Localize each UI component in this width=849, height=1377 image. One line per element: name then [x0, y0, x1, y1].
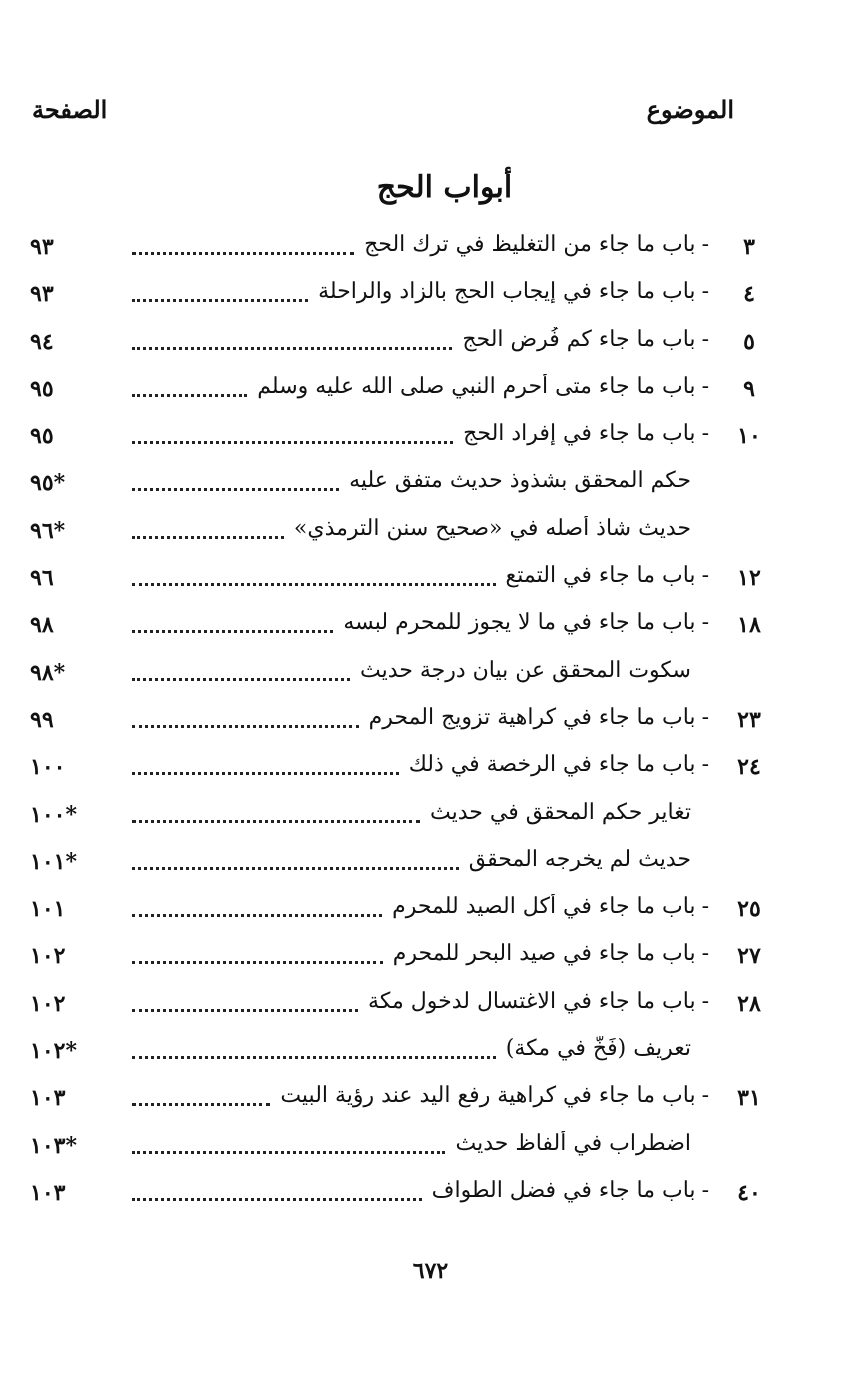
entry-page-ref: ١٠٠*: [30, 801, 77, 828]
entry-page-ref: ١٠٢: [30, 943, 66, 970]
entry-page-ref: ٩٥: [30, 375, 54, 402]
entry-page-ref: ١٠٣: [30, 1179, 66, 1206]
entry-page-ref: ١٠٣: [30, 1085, 66, 1112]
index-entry: [0, 368, 849, 415]
entry-page-ref: ١٠٣*: [30, 1132, 77, 1159]
entry-title-line: [120, 847, 691, 872]
index-entry: [0, 510, 849, 557]
entry-title: سكوت المحقق عن بيان درجة حديث: [359, 657, 691, 683]
entry-number: ٣: [743, 234, 755, 260]
entry-number: ٢٥: [737, 896, 761, 923]
entry-title: اضطراب في ألفاظ حديث: [455, 1130, 691, 1156]
entry-dash: -: [701, 232, 709, 257]
dot-leader: [132, 488, 339, 491]
page-column-heading: الصفحة: [32, 95, 108, 124]
entry-number: ١٨: [737, 612, 761, 639]
index-entry: [0, 604, 849, 651]
dot-leader: [132, 583, 496, 586]
index-entry: [0, 462, 849, 509]
entry-title: باب ما جاء من التغليظ في ترك الحج: [364, 232, 696, 257]
entry-page-ref: ٩٣: [30, 234, 54, 260]
index-entry: [0, 746, 849, 793]
topic-column-heading: الموضوع: [646, 95, 734, 124]
entry-title: باب ما جاء في أكل الصيد للمحرم: [392, 894, 696, 920]
entry-dash: -: [701, 894, 709, 920]
entry-page-ref: ٩٥*: [30, 470, 66, 497]
dot-leader: [132, 394, 247, 397]
entry-title-line: [120, 894, 709, 919]
entry-dash: -: [701, 563, 709, 589]
dot-leader: [132, 725, 359, 728]
entry-title-line: [120, 800, 691, 825]
entry-title: تعريف (فَخّ في مكة): [505, 1036, 691, 1062]
index-entry: [0, 841, 849, 888]
entry-title-line: [120, 327, 709, 352]
entry-page-ref: ٩٣: [30, 281, 54, 308]
entry-number: ٢٨: [737, 990, 761, 1017]
entry-title-line: [120, 563, 709, 588]
entry-title: باب ما جاء في التمتع: [505, 563, 696, 589]
entry-title-line: [120, 468, 691, 493]
entry-title: باب ما جاء كم فُرض الحج: [462, 326, 696, 352]
dot-leader: [132, 1009, 358, 1012]
entry-title-line: [120, 374, 709, 399]
entry-title-line: [120, 279, 709, 304]
entry-title-line: [120, 1178, 709, 1203]
entry-title: باب ما جاء في إفراد الحج: [463, 421, 696, 447]
dot-leader: [132, 867, 459, 870]
entry-title: باب ما جاء في الاغتسال لدخول مكة: [368, 988, 696, 1014]
dot-leader: [132, 536, 284, 539]
entry-title: حديث شاذ أصله في «صحيح سنن الترمذي»: [293, 515, 691, 541]
entry-dash: -: [701, 704, 709, 730]
entry-title-line: [120, 658, 691, 683]
entry-number: ٤: [743, 281, 755, 308]
entry-dash: -: [701, 941, 709, 967]
dot-leader: [132, 1056, 496, 1059]
dot-leader: [132, 1103, 270, 1106]
dot-leader: [132, 630, 333, 633]
index-entry: [0, 1125, 849, 1172]
entry-number: ٩: [743, 375, 755, 402]
entry-page-ref: ٩٦*: [30, 517, 66, 544]
index-entry: [0, 226, 849, 273]
entry-dash: -: [701, 373, 709, 399]
entry-page-ref: ١٠٢*: [30, 1038, 77, 1065]
entry-title-line: [120, 705, 709, 730]
entry-title-line: [120, 989, 709, 1014]
entry-number: ٢٧: [737, 943, 761, 970]
entry-title: حديث لم يخرجه المحقق: [468, 846, 691, 872]
entry-page-ref: ٩٥: [30, 423, 54, 450]
entry-title: باب ما جاء في إيجاب الحج بالزاد والراحلة: [318, 279, 696, 305]
entry-title-line: [120, 610, 709, 635]
entry-title: تغاير حكم المحقق في حديث: [429, 799, 691, 825]
index-entry: [0, 1172, 849, 1219]
index-entries-list: [0, 226, 849, 1219]
dot-leader: [132, 678, 350, 681]
entry-page-ref: ١٠١: [30, 896, 66, 923]
dot-leader: [132, 1198, 422, 1201]
index-entry: [0, 794, 849, 841]
index-entry: [0, 557, 849, 604]
entry-title-line: [120, 516, 691, 541]
index-entry: [0, 983, 849, 1030]
entry-title-line: [120, 1131, 691, 1156]
dot-leader: [132, 772, 399, 775]
entry-title: حكم المحقق بشذوذ حديث متفق عليه: [349, 468, 691, 494]
entry-title: باب ما جاء في ما لا يجوز للمحرم لبسه: [343, 610, 696, 636]
dot-leader: [132, 961, 383, 964]
entry-dash: -: [701, 279, 709, 305]
entry-dash: -: [701, 988, 709, 1014]
entry-dash: -: [701, 421, 709, 447]
entry-page-ref: ٩٨: [30, 612, 54, 639]
entry-title-line: [120, 752, 709, 777]
entry-title: باب ما جاء في كراهية رفع اليد عند رؤية البيت: [280, 1083, 696, 1109]
index-entry: [0, 652, 849, 699]
entry-dash: -: [701, 1083, 709, 1109]
entry-number: ١٠: [737, 423, 761, 450]
entry-title-line: [120, 421, 709, 446]
entry-dash: -: [701, 326, 709, 352]
entry-title-line: [120, 1083, 709, 1108]
index-entry: [0, 935, 849, 982]
index-entry: [0, 321, 849, 368]
index-entry: [0, 888, 849, 935]
entry-number: ١٢: [737, 565, 761, 592]
entry-title: باب ما جاء في صيد البحر للمحرم: [392, 941, 696, 967]
entry-page-ref: ٩٨*: [30, 659, 66, 686]
index-entry: [0, 699, 849, 746]
dot-leader: [132, 441, 453, 444]
index-entry: [0, 1030, 849, 1077]
entry-number: ٢٣: [737, 706, 761, 733]
dot-leader: [132, 820, 420, 823]
entry-page-ref: ٩٦: [30, 565, 54, 592]
dot-leader: [132, 252, 354, 255]
dot-leader: [132, 299, 308, 302]
dot-leader: [132, 914, 382, 917]
entry-dash: -: [701, 752, 709, 778]
entry-number: ٣١: [737, 1085, 761, 1112]
entry-title: باب ما جاء متى أحرم النبي صلى الله عليه وسلم: [257, 373, 696, 399]
entry-title-line: [120, 1036, 691, 1061]
entry-title: باب ما جاء في الرخصة في ذلك: [408, 752, 696, 778]
entry-page-ref: ١٠٠: [30, 754, 66, 781]
index-entry: [0, 273, 849, 320]
index-entry: [0, 1077, 849, 1124]
entry-number: ٤٠: [737, 1179, 761, 1206]
entry-dash: -: [701, 1177, 709, 1203]
dot-leader: [132, 347, 452, 350]
entry-page-ref: ١٠٢: [30, 990, 66, 1017]
index-entry: [0, 415, 849, 462]
entry-page-ref: ٩٩: [30, 706, 54, 733]
entry-title: باب ما جاء في فضل الطواف: [431, 1177, 696, 1203]
entry-number: ٥: [743, 328, 755, 355]
entry-title: باب ما جاء في كراهية تزويج المحرم: [368, 704, 696, 730]
page-number: ٦٧٢: [412, 1258, 449, 1284]
entry-page-ref: ٩٤: [30, 328, 54, 355]
entry-number: ٢٤: [737, 754, 761, 781]
entry-title-line: [120, 941, 709, 966]
entry-page-ref: ١٠١*: [30, 848, 77, 875]
section-title: أبواب الحج: [376, 170, 513, 205]
entry-dash: -: [701, 610, 709, 636]
entry-title-line: [120, 232, 709, 257]
dot-leader: [132, 1151, 445, 1154]
